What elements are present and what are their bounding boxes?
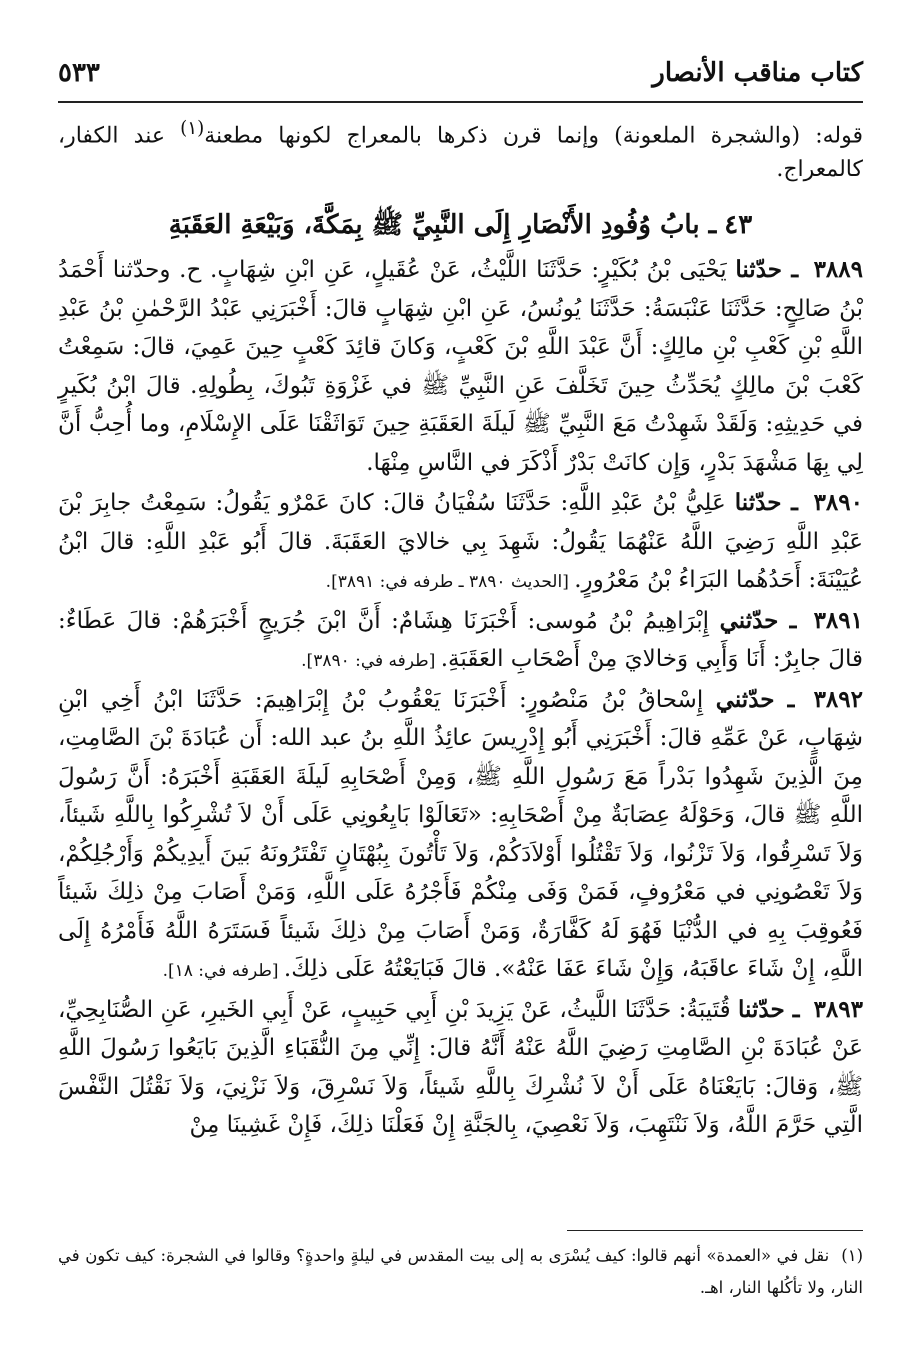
hadith-paragraph <box>58 484 863 602</box>
hadith-text: إِبْرَاهِيمُ بْنُ مُوسى: أَخْبَرَنَا هِشَامٌ: أَنَّ ابْنَ جُرَيجٍ أَخْبَرَهُمْ: قالَ عَطَاءٌ: قالَ جابِرٌ: أَنَا وَأَبِي وَخالايَ مِنْ أَصْحَابِ العَقَبَةِ. <box>58 607 863 673</box>
chapter-number: ٤٣ <box>724 210 753 241</box>
hadith-rubric: ـ حدّثني <box>715 685 808 713</box>
hadith-paragraph <box>58 681 863 991</box>
chapter-heading <box>58 205 863 245</box>
hadith-number: ٣٨٩٢ <box>813 685 863 713</box>
hadith-text: قُتَيبَةُ: حَدَّثَنَا اللَّيثُ، عَنْ يَزِيدَ بْنِ أَبِي حَبِيبٍ، عَنْ أَبِي الخَيرِ، عَنِ الصُّنَابِحِيِّ، عَنْ عُبَادَةَ بْنِ الصَّامِتِ رَضِيَ اللَّهُ عَنْهُ أَنَّهُ قالَ: إِنِّي مِنَ النُّقَبَاءِ الَّذِينَ بَايَعُوا رَسُولَ اللَّهِ ﷺ، وَقالَ: بَايَعْنَاهُ عَلَى أَنْ لاَ نُشْرِكَ بِاللَّهِ شَيئاً، وَلاَ نَسْرِقَ، وَلاَ نَزْنِيَ، وَلاَ نَقْتُلَ النَّفْسَ الَّتِي حَرَّمَ اللَّهُ، وَلاَ نَنْتَهِبَ، وَلاَ نَعْصِيَ، بِالجَنَّةِ إِنْ فَعَلْنَا ذلِكَ، فَإِنْ غَشِينَا مِنْ <box>58 996 863 1139</box>
intro-text-after: عند الكفار، كالمعراج. <box>58 123 863 183</box>
header-divider <box>58 101 863 103</box>
hadith-text: إِسْحاقُ بْنُ مَنْصُورٍ: أَخْبَرَنَا يَعْقُوبُ بْنُ إِبْرَاهِيمَ: حَدَّثَنَا ابْنُ أَخِي ابْنِ شِهَابٍ، عَنْ عَمِّهِ قالَ: أَخْبَرَنِي أَبُو إِدْرِيسَ عائِذُ اللَّهِ بنُ عبد الله: أَن عُبَادَةَ بْنَ الصَّامِتِ، مِنَ الَّذِينَ شَهِدُوا بَدْراً مَعَ رَسُولِ اللَّهِ ﷺ، وَمِنْ أَصْحَابِهِ لَيلَةَ العَقَبَةِ أَخْبَرَهُ: أَنَّ رَسُولَ اللَّهِ ﷺ قالَ، وَحَوْلَهُ عِصَابَةٌ مِنْ أَصْحَابِهِ: «تَعَالَوْا بَايِعُونِي عَلَى أَنْ لاَ تُشْرِكُوا بِاللَّهِ شَيئاً، وَلاَ تَسْرِقُوا، وَلاَ تَزْنُوا، وَلاَ تَقْتُلُوا أَوْلاَدَكُمْ، وَلاَ تَأْتُونَ بِبُهْتَانٍ تَفْتَرُونَهُ بَينَ أَيدِيكُمْ وَأَرْجُلِكُمْ، وَلاَ تَعْصُونِي في مَعْرُوفٍ، فَمَنْ وَفَى مِنْكُمْ فَأَجْرُهُ عَلَى اللَّهِ، وَمَنْ أَصَابَ مِنْ ذلِكَ شَيئاً فَعُوقِبَ بِهِ في الدُّنْيَا فَهُوَ لَهُ كَفَّارَةٌ، وَمَنْ أَصَابَ مِنْ ذلِكَ شَيئاً فَسَتَرَهُ اللَّهُ فَأَمْرُهُ إِلَى اللَّهِ، إِنْ شَاءَ عاقَبَهُ، وَإِنْ شَاءَ عَفَا عَنْهُ». قالَ فَبَايَعْتُهُ عَلَى ذلِكَ. <box>58 686 863 983</box>
intro-paragraph <box>58 112 863 187</box>
hadith-reference: [طرفه في: ٣٨٩٠]. <box>301 651 441 672</box>
hadith-paragraph <box>58 602 863 681</box>
hadith-text: يَحْيَى بْنُ بُكَيْرٍ: حَدَّثَنَا اللَّيْثُ، عَنْ عُقَيلٍ، عَنِ ابْنِ شِهَابٍ. ح. وحدّثنا أَحْمَدُ بْنُ صَالِحٍ: حَدَّثَنَا عَنْبَسَةُ: حَدَّثَنَا يُونُسُ، عَنِ ابْنِ شِهَابٍ قالَ: أَخْبَرَنِي عَبْدُ الرَّحْمٰنِ بْنُ عَبْدِ اللَّهِ بْنِ كَعْبِ بْنِ مالِكٍ: أَنَّ عَبْدَ اللَّهِ بْنَ كَعْبٍ، وَكانَ قائِدَ كَعْبٍ حِينَ عَمِيَ، قالَ: سَمِعْتُ كَعْبَ بْنَ مالِكٍ يُحَدِّثُ حِينَ تَخَلَّفَ عَنِ النَّبِيِّ ﷺ في غَزْوَةِ تَبُوكَ، بِطُولِهِ. قالَ ابْنُ بُكَيرٍ في حَدِيثِهِ: وَلَقَدْ شَهِدْتُ مَعَ النَّبِيِّ ﷺ لَيلَةَ العَقَبَةِ حِينَ تَوَاثَقْنَا عَلَى الإِسْلَامِ، وما أُحِبُّ أَنَّ لِي بِهَا مَشْهَدَ بَدْرٍ، وَإِن كانَتْ بَدْرٌ أَذْكَرَ في النَّاسِ مِنْهَا. <box>58 257 863 476</box>
hadith-reference: [طرفه في: ١٨]. <box>162 961 284 982</box>
hadith-rubric: ـ حدّثنا <box>738 995 808 1023</box>
hadith-reference: [الحديث ٣٨٩٠ ـ طرفه في: ٣٨٩١]. <box>325 572 575 593</box>
footnote-text: نقل في «العمدة» أنهم قالوا: كيف يُسْرَى به إلى بيت المقدس في ليلةٍ واحدةٍ؟ وقالوا في الشجرة: كيف تكون في النار، ولا تأكُلها النار، اهـ. <box>58 1246 863 1297</box>
hadith-number: ٣٨٩٠ <box>813 489 863 517</box>
page-number: ٥٣٣ <box>58 58 100 88</box>
hadith-paragraph <box>58 251 863 484</box>
intro-text: قوله: (والشجرة الملعونة) وإنما قرن ذكرها بالمعراج لكونها مطعنة <box>204 123 863 149</box>
hadith-rubric: ـ حدّثنا <box>735 256 808 284</box>
hadith-number: ٣٨٩٣ <box>813 995 863 1023</box>
hadith-rubric: ـ حدّثني <box>719 606 808 634</box>
footnote-divider <box>567 1230 863 1231</box>
page-body <box>58 112 863 1147</box>
book-title: كتاب مناقب الأنصار <box>652 58 863 88</box>
hadith-text: عَلِيُّ بْنُ عَبْدِ اللَّهِ: حَدَّثَنَا سُفْيَانُ قالَ: كانَ عَمْرٌو يَقُولُ: سَمِعْتُ جابِرَ بْنَ عَبْدِ اللَّهِ رَضِيَ اللَّهُ عَنْهُمَا يَقُولُ: شَهِدَ بِي خالايَ العَقَبَةَ. قالَ أَبُو عَبْدِ اللَّهِ: قالَ ابْنُ عُيَيْنَةَ: أَحَدُهُما البَرَاءُ بْنُ مَعْرُورٍ. <box>58 490 863 594</box>
chapter-title: ـ بابُ وُفُودِ الأَنْصَارِ إِلَى النَّبِيِّ ﷺ بِمَكَّةَ، وَبَيْعَةِ العَقَبَةِ <box>168 210 717 241</box>
footnote-marker: (١) <box>841 1246 863 1265</box>
hadith-paragraph <box>58 991 863 1147</box>
hadith-rubric: ـ حدّثنا <box>734 489 808 517</box>
hadith-number: ٣٨٨٩ <box>813 256 863 284</box>
footnote <box>58 1240 863 1304</box>
footnote-reference: (١) <box>180 118 205 139</box>
running-header <box>58 58 863 98</box>
hadith-number: ٣٨٩١ <box>813 606 863 634</box>
